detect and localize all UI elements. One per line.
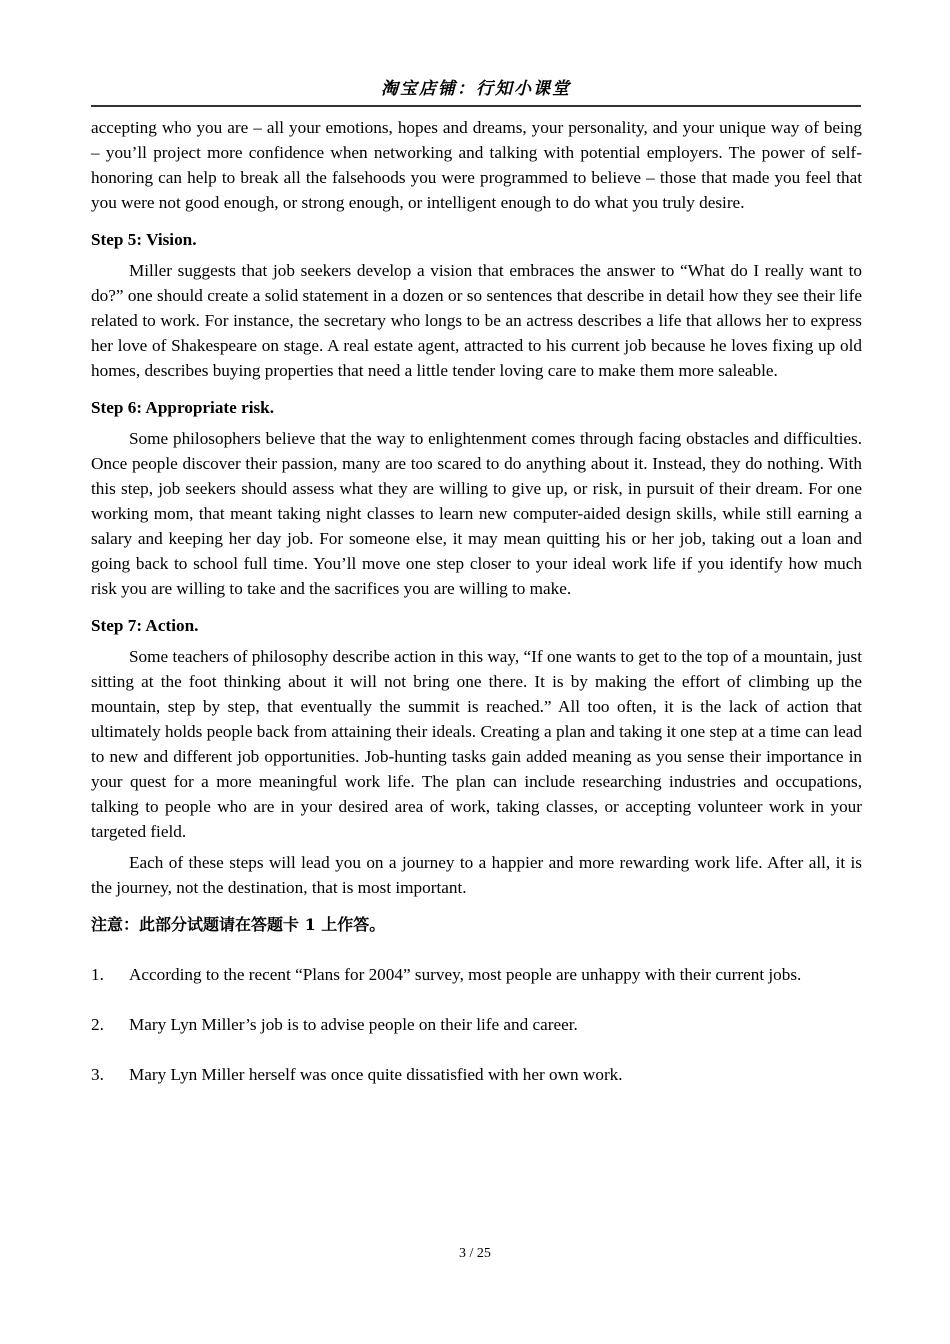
paragraph-step6: Some philosophers believe that the way to enlightenment comes through facing obstacles and difficulties. Once people discover their passion, many are too scared to do anything about it. Instead, they do nothing. With this step, job seekers should assess what they are willing to give up, or risk, in pursuit of their dream. For one working mom, that meant taking night classes to learn new computer-aided design skills, while still earning a salary and keeping her day job. For someone else, it may mean quitting his or her job, taking out a loan and going back to school full time. You’ll move one step closer to your ideal work life if you identify how much risk you are willing to take and the sacrifices you are willing to make. bbox=[91, 429, 862, 598]
document-body bbox=[91, 115, 862, 1112]
question-item bbox=[91, 1062, 862, 1087]
question-number: 3. bbox=[91, 1065, 104, 1084]
question-item bbox=[91, 1012, 862, 1037]
paragraph-step7: Some teachers of philosophy describe action in this way, “If one wants to get to the top of a mountain, just sitting at the foot thinking about it will not bring one there. It is by making the effort of climbing up the mountain, step by step, that eventually the summit is reached.” All too often, it is the lack of action that ultimately holds people back from attaining their ideals. Creating a plan and taking it one step at a time can lead to new and different job opportunities. Job-hunting tasks gain added meaning as you sense their importance in your quest for a more meaningful work life. The plan can include researching industries and occupations, talking to people who are in your desired area of work, taking classes, or accepting volunteer work in your targeted field. bbox=[91, 647, 862, 841]
step5-heading: Step 5: Vision. bbox=[91, 230, 197, 249]
question-number: 2. bbox=[91, 1015, 104, 1034]
step6-heading: Step 6: Appropriate risk. bbox=[91, 398, 275, 417]
question-number: 1. bbox=[91, 965, 104, 984]
page-number: 3 / 25 bbox=[459, 1246, 491, 1261]
header-divider bbox=[91, 105, 861, 107]
paragraph-closing: Each of these steps will lead you on a journey to a happier and more rewarding work life. After all, it is the journey, not the destination, that is most important. bbox=[91, 853, 862, 897]
paragraph-intro: accepting who you are – all your emotions, hopes and dreams, your personality, and your unique way of being – you’ll project more confidence when networking and talking with potential employers. The power of self-honoring can help to break all the falsehoods you were programmed to believe – those that made you feel that you were not good enough, or strong enough, or intelligent enough to do what you truly desire. bbox=[91, 118, 862, 212]
question-item bbox=[91, 962, 862, 987]
step7-heading: Step 7: Action. bbox=[91, 616, 199, 635]
question-text: Mary Lyn Miller’s job is to advise people on their life and career. bbox=[129, 1015, 578, 1034]
answer-note: 注意：此部分试题请在答题卡 1 上作答。 bbox=[91, 915, 386, 934]
question-list bbox=[91, 962, 862, 1087]
paragraph-step5: Miller suggests that job seekers develop a vision that embraces the answer to “What do I really want to do?” one should create a solid statement in a dozen or so sentences that describe in detail how they see their life related to work. For instance, the secretary who longs to be an actress describes a life that allows her to express her love of Shakespeare on stage. A real estate agent, attracted to his current job because he loves fixing up old homes, describes buying properties that need a little tender loving care to make them more saleable. bbox=[91, 261, 862, 380]
question-text: According to the recent “Plans for 2004” survey, most people are unhappy with their current jobs. bbox=[129, 965, 802, 984]
question-text: Mary Lyn Miller herself was once quite dissatisfied with her own work. bbox=[129, 1065, 623, 1084]
page-header-title: 淘宝店铺：行知小课堂 bbox=[381, 79, 571, 99]
